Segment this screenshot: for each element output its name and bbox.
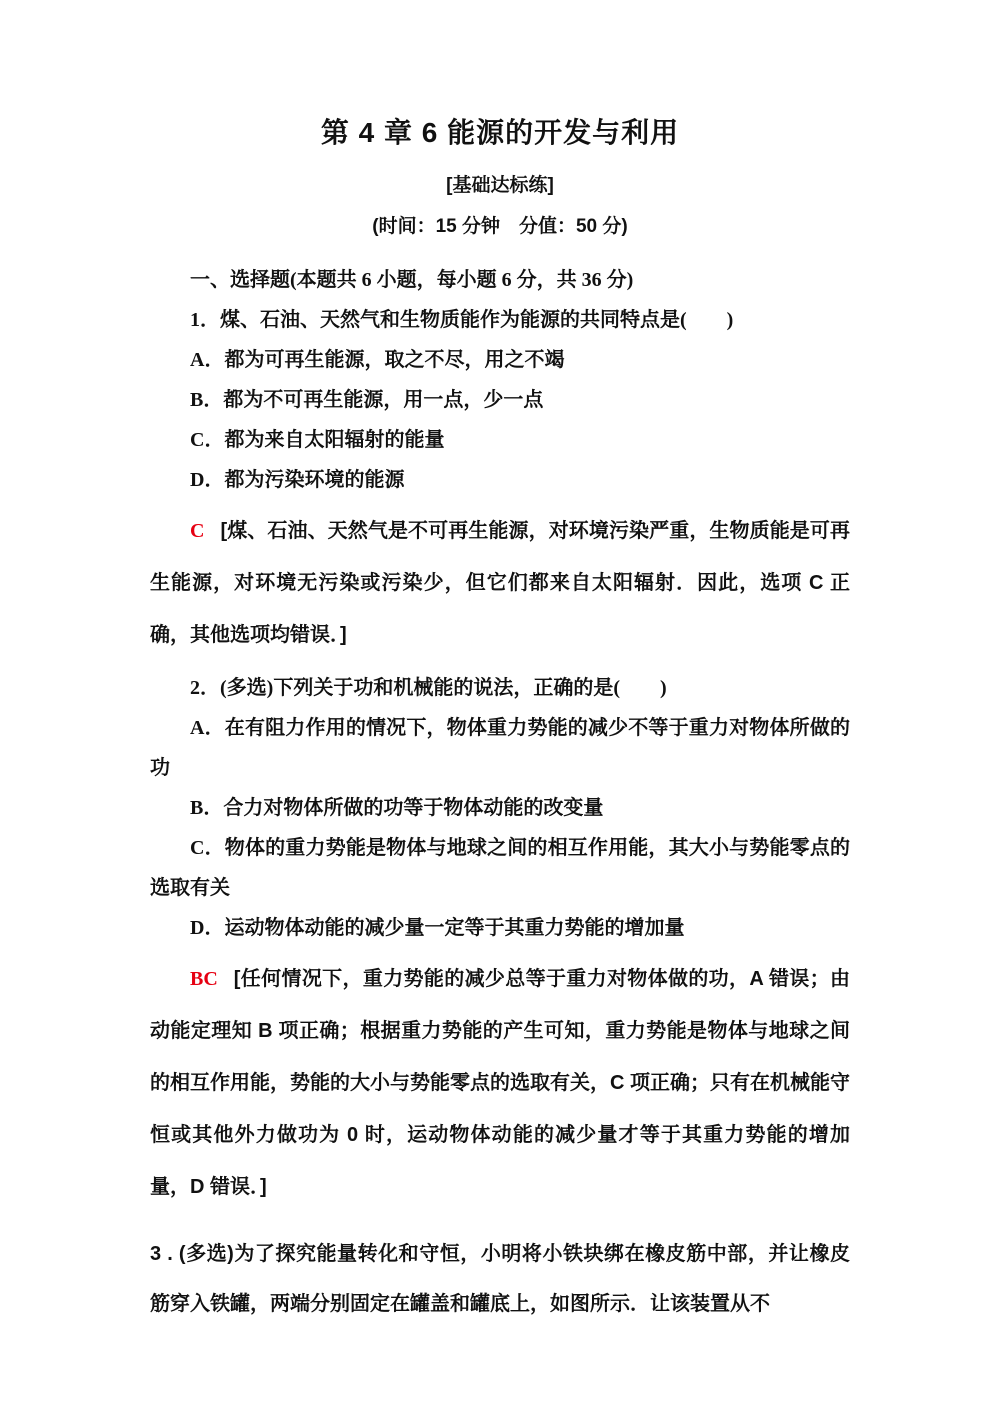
section-heading	[150, 260, 850, 300]
question-1-stem: 1．煤、石油、天然气和生物质能作为能源的共同特点是( )	[190, 309, 734, 331]
question-2-option-d: D．运动物体动能的减少量一定等于其重力势能的增加量	[190, 917, 685, 939]
question-1-option-a: A．都为可再生能源，取之不尽，用之不竭	[190, 349, 565, 371]
page-subtitle: [基础达标练]	[446, 175, 554, 196]
question-1-option-c: C．都为来自太阳辐射的能量	[190, 429, 445, 451]
question-2-option-c: C．物体的重力势能是物体与地球之间的相互作用能，其大小与势能零点的选取有关	[150, 837, 850, 899]
question-1-answer-label: C	[190, 520, 205, 542]
section-heading-label: 一、选择题	[190, 269, 290, 291]
section-heading-detail: (本题共 6 小题，每小题 6 分，共 36 分)	[290, 269, 634, 291]
question-2-answer-label: BC	[190, 968, 218, 990]
question-1-answer	[150, 505, 850, 661]
time-score-info: (时间：15 分钟 分值：50 分)	[372, 216, 628, 237]
page-title: 第 4 章 6 能源的开发与利用	[320, 117, 680, 148]
question-1-option-b: B．都为不可再生能源，用一点，少一点	[190, 389, 544, 411]
question-1-answer-explanation: [煤、石油、天然气是不可再生能源，对环境污染严重，生物质能是可再生能源，对环境无污染或污染少，但它们都来自太阳辐射．因此，选项 C 正确，其他选项均错误．]	[150, 520, 850, 646]
question-1-option-d: D．都为污染环境的能源	[190, 469, 405, 491]
question-2-option-a: A．在有阻力作用的情况下，物体重力势能的减少不等于重力对物体所做的功	[150, 717, 850, 779]
question-2-answer-explanation: [任何情况下，重力势能的减少总等于重力对物体做的功，A 错误；由动能定理知 B 项正确；根据重力势能的产生可知，重力势能是物体与地球之间的相互作用能，势能的大小与势能零点的选取有关，C 项正确；只有在机械能守恒或其他外力做功为 0 时，运动物体动能的减少量才等于其重力势能的增加量，D 错误．]	[150, 968, 850, 1198]
question-2-option-b: B．合力对物体所做的功等于物体动能的改变量	[190, 797, 604, 819]
question-2-stem: 2．(多选)下列关于功和机械能的说法，正确的是( )	[190, 677, 667, 699]
question-3-stem: 3 . (多选)为了探究能量转化和守恒，小明将小铁块绑在橡皮筋中部，并让橡皮筋穿入铁罐，两端分别固定在罐盖和罐底上，如图所示．让该装置从不	[150, 1243, 850, 1315]
question-2-answer	[150, 953, 850, 1213]
